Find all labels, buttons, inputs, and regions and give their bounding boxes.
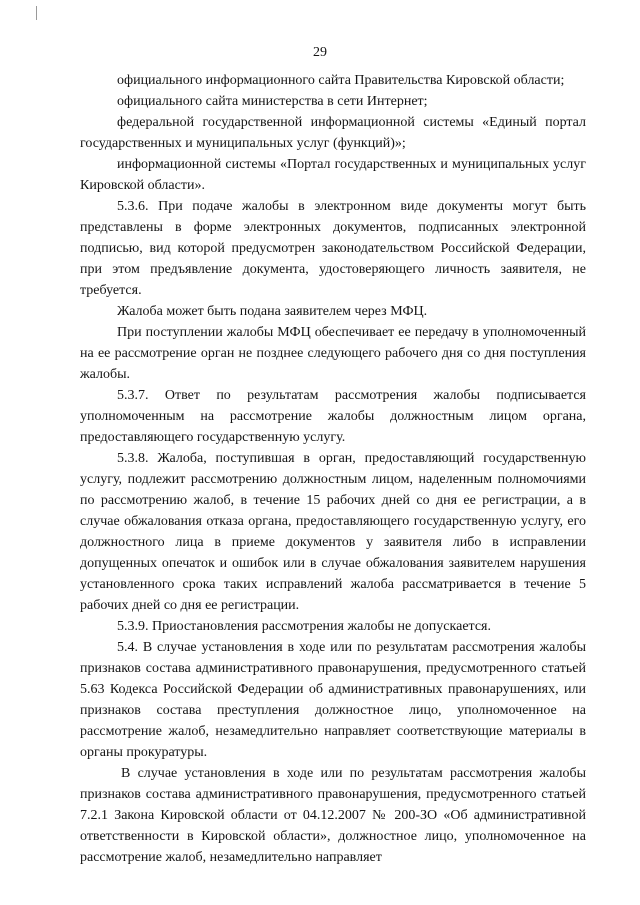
paragraph-5-3-8: 5.3.8. Жалоба, поступившая в орган, предоставляющий государственную услугу, подлежит рассмотрению должностным лицом, наделенным полномочиями по рассмотрению жалоб, в течение 15 рабочих дней со дня ее регистрации, а в случае обжалования отказа органа, предоставляющего государственную услугу, его должностного лица в приеме документов у заявителя либо в исправлении допущенных опечаток и ошибок или в случае обжалования заявителем нарушения установленного срока таких исправлений жалоба рассматривается в течение 5 рабочих дней со дня ее регистрации. xyxy=(80,451,586,613)
paragraph-regional-offense: В случае установления в ходе или по результатам рассмотрения жалобы признаков состава административного правонарушения, предусмотренного статьей 7.2.1 Закона Кировской области от 04.12.2007 № 200-ЗО «Об административной ответственности в Кировской области», должностное лицо, уполномоченное на рассмотрение жалоб, незамедлительно направляет xyxy=(80,766,586,865)
page-number: 29 xyxy=(313,45,327,60)
paragraph-5-3-7: 5.3.7. Ответ по результатам рассмотрения жалобы подписывается уполномоченным на рассмотрение жалобы должностным лицом органа, предоставляющего государственную услугу. xyxy=(80,388,586,445)
paragraph-regional-portal: информационной системы «Портал государственных и муниципальных услуг Кировской области». xyxy=(80,157,586,193)
scan-mark xyxy=(36,6,37,20)
paragraph-5-3-6: 5.3.6. При подаче жалобы в электронном виде документы могут быть представлены в форме электронных документов, подписанных электронной подписью, вид которой предусмотрен законодательством Российской Федерации, при этом предъявление документа, удостоверяющего личность заявителя, не требуется. xyxy=(80,199,586,298)
paragraph-ministry-site: официального сайта министерства в сети Интернет; xyxy=(117,94,428,109)
paragraph-federal-portal: федеральной государственной информационной системы «Единый портал государственных и муниципальных услуг (функций)»; xyxy=(80,115,586,151)
paragraph-5-4: 5.4. В случае установления в ходе или по результатам рассмотрения жалобы признаков состава административного правонарушения, предусмотренного статьей 5.63 Кодекса Российской Федерации об административных правонарушениях, или признаков состава преступления должностное лицо, уполномоченное на рассмотрение жалоб, незамедлительно направляет соответствующие материалы в органы прокуратуры. xyxy=(80,640,586,760)
paragraph-mfc-transfer: При поступлении жалобы МФЦ обеспечивает ее передачу в уполномоченный на ее рассмотрение орган не позднее следующего рабочего дня со дня поступления жалобы. xyxy=(80,325,586,382)
paragraph-government-site: официального информационного сайта Правительства Кировской области; xyxy=(117,73,565,88)
paragraph-5-3-9: 5.3.9. Приостановления рассмотрения жалобы не допускается. xyxy=(117,619,491,634)
paragraph-mfc-submission: Жалоба может быть подана заявителем через МФЦ. xyxy=(117,304,428,319)
document-body xyxy=(80,70,586,868)
